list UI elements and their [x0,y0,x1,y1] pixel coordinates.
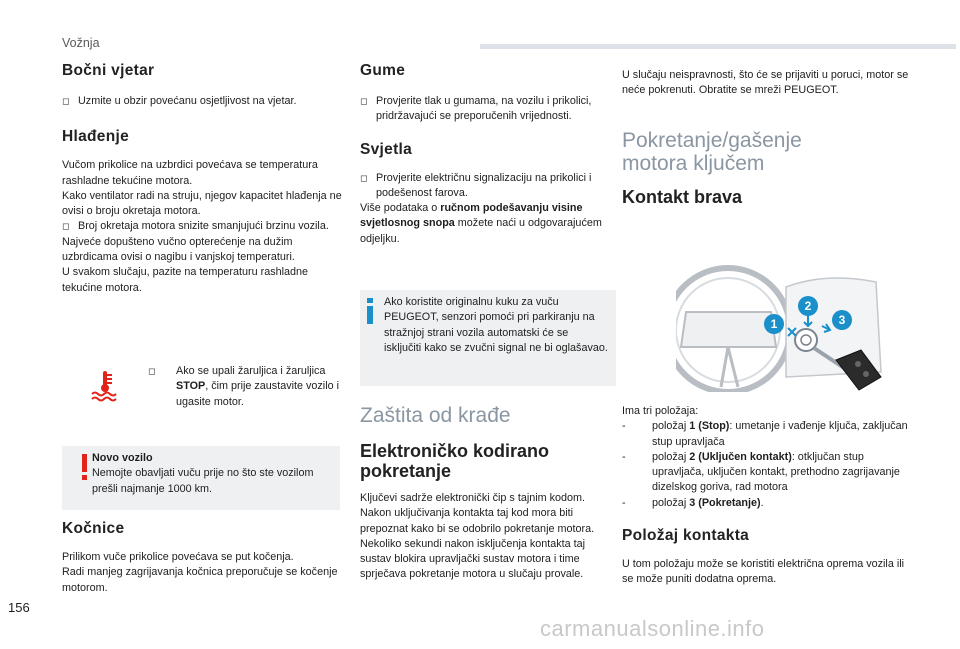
heading-svjetla: Svjetla [360,140,413,158]
bullet-gume: ◻ Provjerite tlak u gumama, na vozilu i prikolici, pridržavajući se preporučenih vrijednosti. [360,95,592,123]
checkbox-bullet-icon: ◻ [360,96,368,106]
hladjenje-text2: Kako ventilator radi na struju, njegov kapacitet hlađenja ne ovisi o broju okretaja motora. [62,189,342,218]
zastita-section [360,404,618,583]
hladjenje-text3: Najveće dopušteno vučno opterećenje na dužim uzbrdicama ovisi o nagibu i vanjskoj temperaturi. [62,235,295,264]
svjetla-text: Više podataka o ručnom podešavanju visine svjetlosnog snopa možete naći u odgovarajućem odjeljku. [360,202,602,245]
page-number: 156 [8,600,30,615]
positions-section [622,404,912,588]
checkbox-bullet-icon: ◻ [62,221,70,232]
kocnice-text2: Radi manjeg zagrijavanja kočnica preporučuje se kočenje motorom. [62,566,338,594]
coolant-temperature-icon [88,368,128,408]
watermark: carmanualsonline.info [540,616,765,641]
callout-1: 1 [764,314,784,334]
heading-polozaj-kontakta: Položaj kontakta [622,527,750,545]
warning-stop-text: ◻ Ako se upali žaruljica i žaruljica STOP, čim prije zaustavite vozilo i ugasite motor. [148,365,340,408]
zastita-text1: Ključevi sadrže elektronički čip s tajnim kodom. Nakon uključivanja kontakta taj kod mora biti prepoznat kako bi se odobrilo pokretanje motora. [360,492,595,535]
column-left [62,62,342,296]
column-right [622,68,912,207]
checkbox-bullet-icon: ◻ [148,366,156,376]
checkbox-bullet-icon: ◻ [62,96,70,106]
heading-kontakt-brava: Kontakt brava [622,186,743,207]
info-box [360,290,616,386]
kocnice-text1: Prilikom vuče prikolice povećava se put kočenja. [62,551,294,563]
heading-kocnice: Kočnice [62,520,125,537]
heading-zastita: Zaštita od krađe [360,404,511,427]
hladjenje-text1: Vučom prikolice na uzbrdici povećava se temperatura rashladne tekućine motora. [62,159,318,187]
polozaj-kontakta-text: U tom položaju može se koristiti električna oprema vozila ili se može puniti dodatna oprema. [622,558,905,586]
heading-bocni-vjetar: Bočni vjetar [62,62,155,79]
checkbox-bullet-icon: ◻ [360,172,368,183]
bullet-hladjenje: ◻ Broj okretaja motora snizite smanjujući brzinu vozila. [62,219,342,234]
zastita-text2: Nekoliko sekundi nakon isključenja kontakta taj sustav blokira upravljački sustav motora i time sprječava pokretanje motora u slučaju provale. [360,537,586,581]
novo-vozilo-box [62,446,340,510]
heading-hladjenje: Hlađenje [62,128,130,146]
bullet-bocni-vjetar: ◻ Uzmite u obzir povećanu osjetljivost na vjetar. [62,94,342,109]
info-text: Ako koristite originalnu kuku za vuču PEUGEOT, senzori pomoći pri parkiranju na stražnjoj strani vozila automatski će se isključiti kako se zvučni signal ne bi oglašavao. [384,296,608,354]
novo-vozilo-text: Nemojte obavljati vuču prije no što ste vozilom prešli najmanje 1000 km. [92,467,314,495]
novo-vozilo-title: Novo vozilo [92,452,153,464]
callout-2: 2 [798,296,818,316]
heading-pokretanje: Pokretanje/gašenje motora ključem [622,128,802,175]
bullet-svjetla: ◻ Provjerite električnu signalizaciju na prikolici i podešenost farova. [360,171,592,199]
kocnice-section [62,520,342,596]
hladjenje-text4: U svakom slučaju, pazite na temperaturu rashladne tekućine motora. [62,266,309,294]
column-middle [360,62,620,247]
positions-intro: Ima tri položaja: [622,405,699,417]
position-item-3: - položaj 3 (Pokretanje). [622,496,764,509]
heading-gume: Gume [360,62,406,79]
exclamation-icon [78,452,92,482]
callout-3: 3 [832,310,852,330]
heading-elektronicko-kodirano: Elektroničko kodirano pokretanje [360,441,550,481]
position-item-2: - položaj 2 (Uključen kontakt): otključan stup upravljača, uključen kontakt, prethodno zagrijavanje dizelskog goriva, rad motora [622,450,900,494]
position-item-1: - položaj 1 (Stop): umetanje i vađenje ključa, zaključan stup upravljača [622,420,908,448]
ignition-illustration [676,252,896,392]
info-icon [366,298,374,329]
neispravnost-text: U slučaju neispravnosti, što će se prijaviti u poruci, motor se neće pokrenuti. Obratite se mreži PEUGEOT. [622,69,909,97]
header-bar [480,44,956,49]
section-header: Vožnja [62,36,100,50]
